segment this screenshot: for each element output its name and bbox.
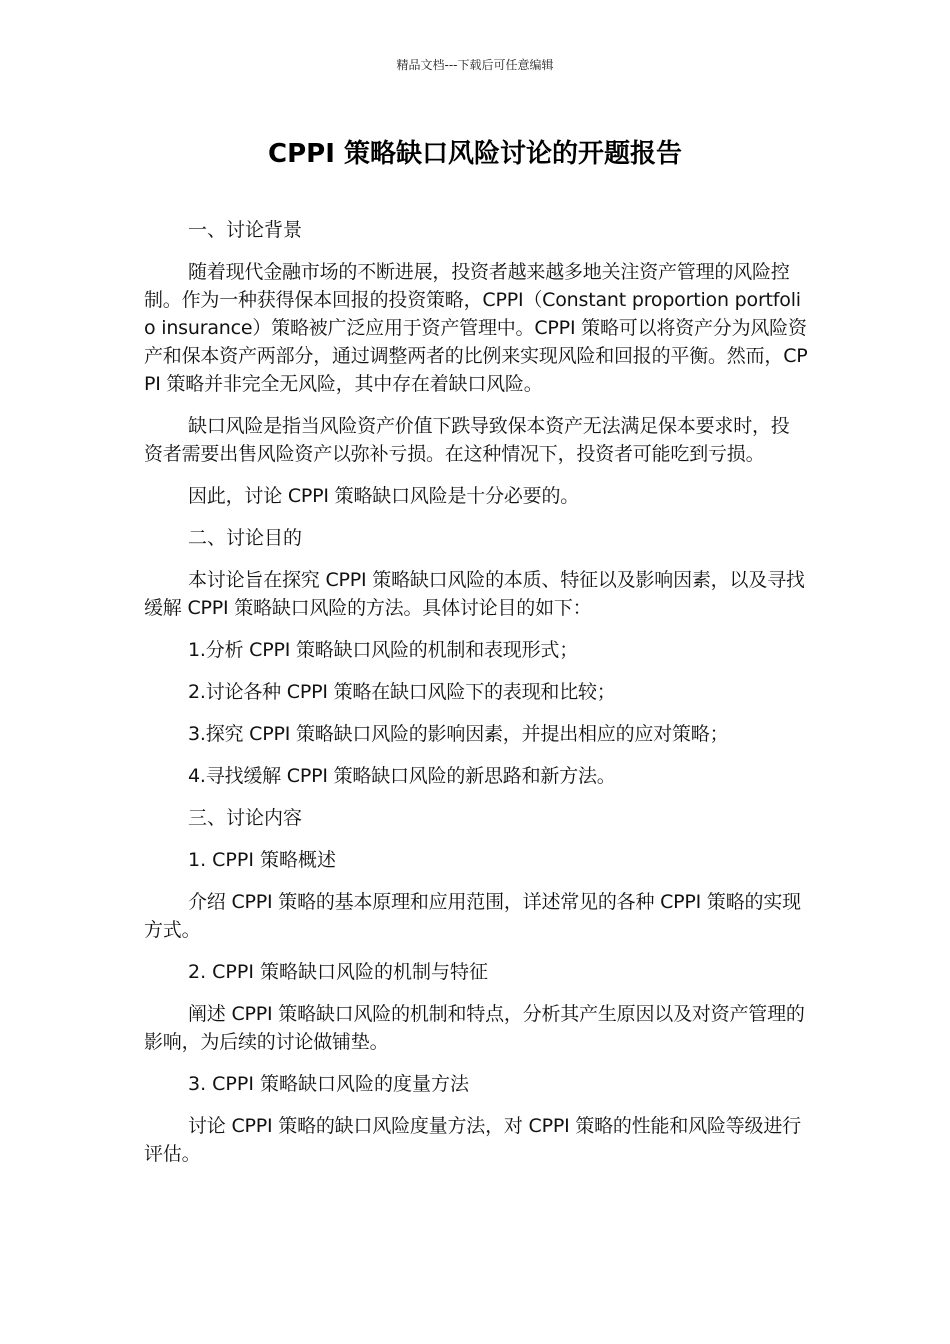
list-item: 1.分析 CPPI 策略缺口风险的机制和表现形式； <box>188 639 578 661</box>
paragraph: 因此，讨论 CPPI 策略缺口风险是十分必要的。 <box>188 485 580 507</box>
document-body <box>144 216 808 1182</box>
subsection-heading: 3. CPPI 策略缺口风险的度量方法 <box>188 1073 469 1095</box>
paragraph: 阐述 CPPI 策略缺口风险的机制和特点，分析其产生原因以及对资产管理的影响，为后续的讨论做铺垫。 <box>144 1003 805 1053</box>
paragraph: 本讨论旨在探究 CPPI 策略缺口风险的本质、特征以及影响因素，以及寻找缓解 CPPI 策略缺口风险的方法。具体讨论目的如下： <box>144 569 805 619</box>
subsection-heading: 1. CPPI 策略概述 <box>188 849 336 871</box>
header-note: 精品文档---下载后可任意编辑 <box>396 58 554 72</box>
subsection-heading: 2. CPPI 策略缺口风险的机制与特征 <box>188 961 488 983</box>
section-heading-background: 一、讨论背景 <box>188 219 303 241</box>
list-item: 4.寻找缓解 CPPI 策略缺口风险的新思路和新方法。 <box>188 765 616 787</box>
list-item: 3.探究 CPPI 策略缺口风险的影响因素，并提出相应的应对策略； <box>188 723 729 745</box>
paragraph: 随着现代金融市场的不断进展，投资者越来越多地关注资产管理的风险控制。作为一种获得保本回报的投资策略，CPPI（Constant proportion portfolio insurance）策略被广泛应用于资产管理中。CPPI 策略可以将资产分为风险资产和保本资产两部分，通过调整两者的比例来实现风险和回报的平衡。然而，CPPI 策略并非完全无风险，其中存在着缺口风险。 <box>144 261 808 395</box>
section-heading-purpose: 二、讨论目的 <box>188 527 303 549</box>
section-heading-content: 三、讨论内容 <box>188 807 303 829</box>
paragraph: 缺口风险是指当风险资产价值下跌导致保本资产无法满足保本要求时，投资者需要出售风险资产以弥补亏损。在这种情况下，投资者可能吃到亏损。 <box>144 415 790 465</box>
paragraph: 介绍 CPPI 策略的基本原理和应用范围，详述常见的各种 CPPI 策略的实现方式。 <box>144 891 801 941</box>
document-title: CPPI 策略缺口风险讨论的开题报告 <box>268 139 682 169</box>
list-item: 2.讨论各种 CPPI 策略在缺口风险下的表现和比较； <box>188 681 616 703</box>
paragraph: 讨论 CPPI 策略的缺口风险度量方法，对 CPPI 策略的性能和风险等级进行评估。 <box>144 1115 801 1165</box>
